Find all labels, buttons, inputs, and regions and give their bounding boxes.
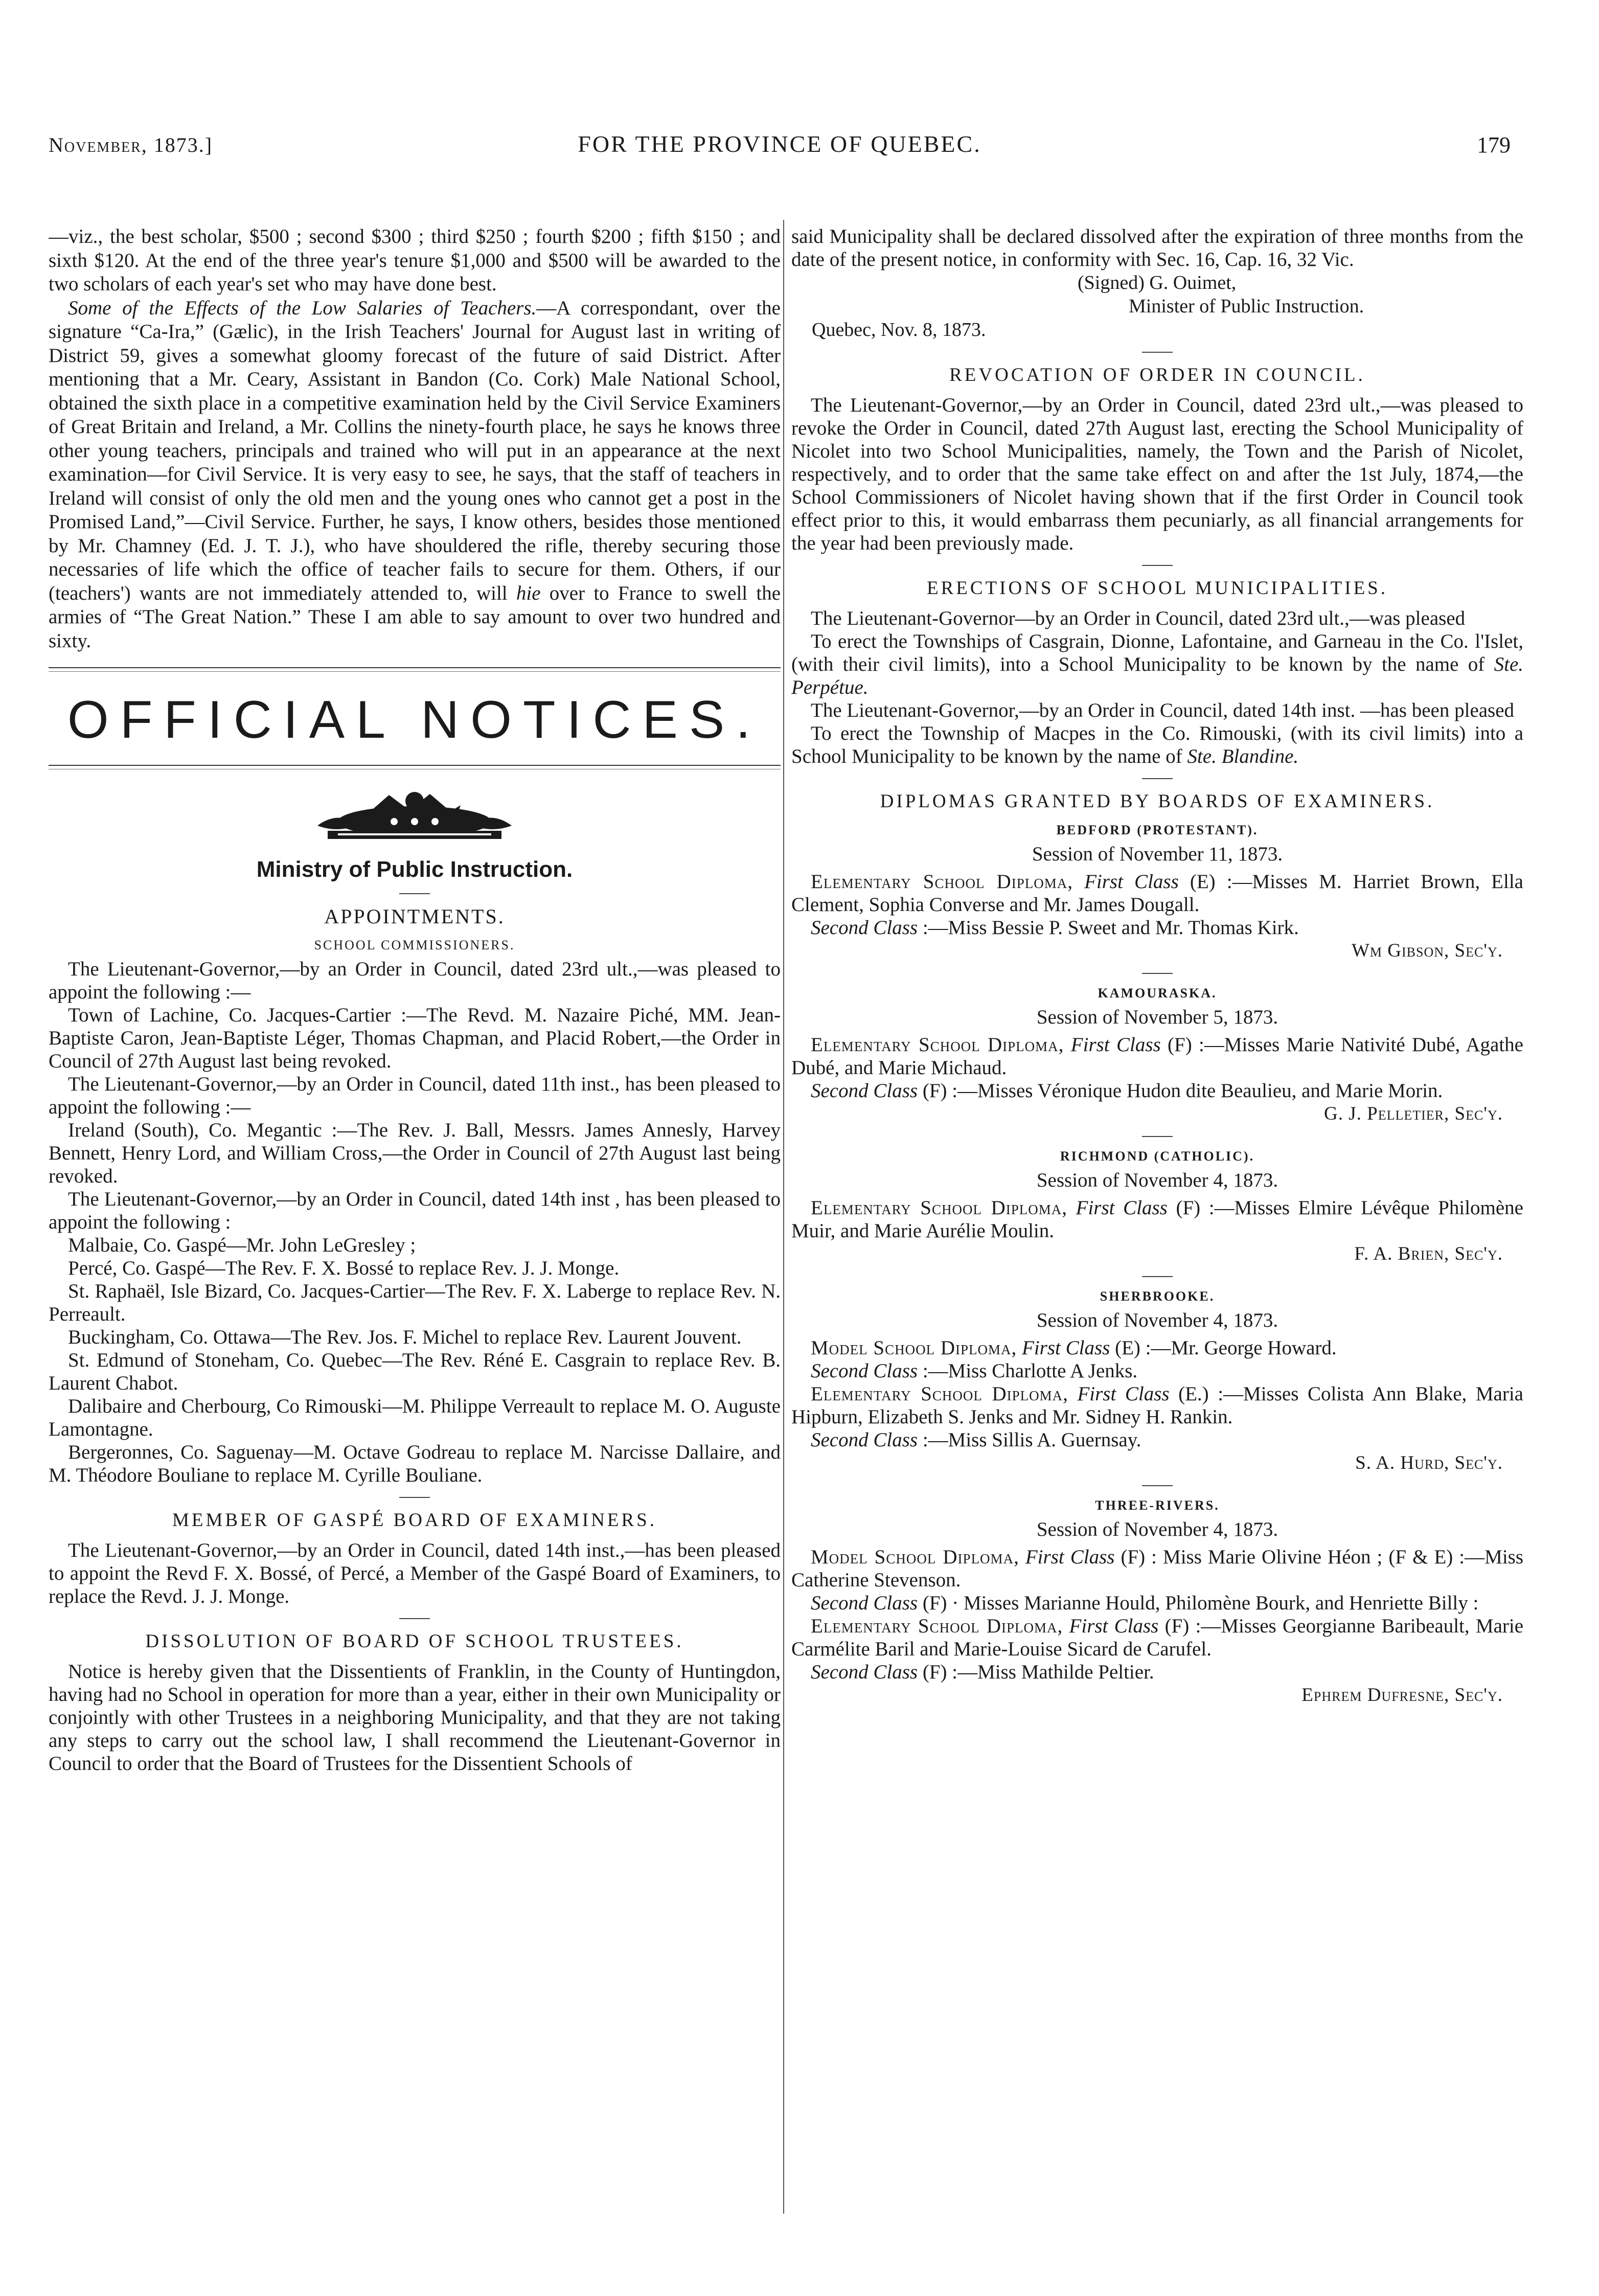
dissolution-paragraph: Notice is hereby given that the Dissentients of Franklin, in the County of Huntingdon, having had no School in operation for more than a year, either in their own Municipality or conjointly with other Trustees in a neighboring Municipality, and that they are not taking any steps to carry out the school law, I shall recommend the Lieutenant-Governor in Council to order that the Board of Trustees for the Dissentient Schools of xyxy=(49,1661,781,1775)
short-rule xyxy=(1142,565,1173,566)
dissolution-heading: DISSOLUTION OF BOARD OF SCHOOL TRUSTEES. xyxy=(145,1631,684,1652)
header-date: November, 1873.] xyxy=(49,133,213,156)
appointment-paragraph: Dalibaire and Cherbourg, Co Rimouski—M. Philippe Verreault to replace M. O. Auguste Lamontagne. xyxy=(49,1395,781,1440)
column-divider xyxy=(783,220,784,2214)
short-rule xyxy=(399,893,430,894)
session-date: Session of November 4, 1873. xyxy=(1036,1309,1278,1331)
low-salaries-title: Some of the Effects of the Low Salaries of Teachers. xyxy=(68,297,537,319)
signature-line: (Signed) G. Ouimet, xyxy=(1078,272,1237,293)
appointment-paragraph: Malbaie, Co. Gaspé—Mr. John LeGresley ; xyxy=(68,1234,416,1256)
appointment-paragraph: Buckingham, Co. Ottawa—The Rev. Jos. F. Michel to replace Rev. Laurent Jouvent. xyxy=(68,1326,742,1348)
diploma-entry: Model School Diploma, First Class (E) :—Mr. George Howard. xyxy=(811,1337,1337,1359)
short-rule xyxy=(1142,973,1173,974)
secretary-signature: Wm Gibson, Sec'y. xyxy=(1351,940,1503,961)
appointment-paragraph: The Lieutenant-Governor,—by an Order in Council, dated 23rd ult.,—was pleased to appoint the following :— xyxy=(49,958,781,1003)
school-commissioners-subheading: SCHOOL COMMISSIONERS. xyxy=(314,938,515,952)
board-name-bedford: BEDFORD (PROTESTANT). xyxy=(1056,823,1259,837)
appointment-paragraph: Bergeronnes, Co. Saguenay—M. Octave Godreau to replace M. Narcisse Dallaire, and M. Théodore Bouliane to replace M. Cyrille Bouliane. xyxy=(49,1441,781,1486)
gaspe-board-paragraph: The Lieutenant-Governor,—by an Order in Council, dated 14th inst.,—has been pleased to appoint the Revd F. X. Bossé, of Percé, a Member of the Gaspé Board of Examiners, to replace the Revd. J. J. Monge. xyxy=(49,1539,781,1607)
short-rule xyxy=(1142,352,1173,353)
erections-heading: ERECTIONS OF SCHOOL MUNICIPALITIES. xyxy=(926,578,1388,599)
low-salaries-paragraph: Some of the Effects of the Low Salaries of Teachers.—A correspondant, over the signature “Ca-Ira,” (Gælic), in the Irish Teachers' Journal for August last in writing of District 59, gives a somewhat gloomy forecast of the future of said District. After mentioning that a Mr. Ceary, Assistant in Bandon (Co. Cork) Male National School, obtained the sixth place in a competitive examination held by the Civil Service Examiners of Great Britain and Ireland, a Mr. Collins the ninety-fourth place, he says he knows three other young teachers, principals and trained who will put in an appearance at the next examination—for Civil Service. It is very easy to see, he says, that the staff of teachers in Ireland will consist of only the old men and the young ones who cannot get a post in the Promised Land,”—Civil Service. Further, he says, I know others, besides those mentioned by Mr. Chamney (Ed. J. T. J.), who have shouldered the rifle, thereby securing those necessaries of life which the office of teacher fails to secure for them. Others, if our (teachers') wants are not immediately attended to, will hie over to France to swell the armies of “The Great Nation.” These I am able to say amount to over two hundred and sixty. xyxy=(49,297,781,652)
diploma-entry: Elementary School Diploma, First Class (E.) :—Misses Colista Ann Blake, Maria Hipburn, Elizabeth S. Jenks and Mr. Sidney H. Rankin. xyxy=(791,1383,1523,1428)
board-name-sherbrooke: SHERBROOKE. xyxy=(1100,1289,1215,1304)
secretary-signature: G. J. Pelletier, Sec'y. xyxy=(1324,1103,1503,1124)
scholarship-paragraph: —viz., the best scholar, $500 ; second $300 ; third $250 ; fourth $200 ; fifth $150 ; and sixth $120. At the end of the three year's tenure $1,000 and $500 will be awarded to the two scholars of each year's set who may have done best. xyxy=(49,225,781,295)
appointment-paragraph: St. Edmund of Stoneham, Co. Quebec—The Rev. Réné E. Casgrain to replace Rev. B. Laurent Chabot. xyxy=(49,1349,781,1394)
left-column xyxy=(49,225,781,2229)
short-rule xyxy=(399,1618,430,1619)
board-name-kamouraska: KAMOURASKA. xyxy=(1098,986,1217,1001)
short-rule xyxy=(1142,778,1173,779)
appointment-paragraph: The Lieutenant-Governor,—by an Order in Council, dated 11th inst., has been pleased to appoint the following :— xyxy=(49,1073,781,1118)
short-rule xyxy=(1142,1276,1173,1277)
revocation-paragraph: The Lieutenant-Governor,—by an Order in Council, dated 23rd ult.,—was pleased to revoke the Order in Council, dated 27th August last, erecting the School Municipality of Nicolet into two School Municipalities, namely, the Town and the Parish of Nicolet, respectively, and to order that the same take effect on and after the 1st July, 1874,—the School Commissioners of Nicolet having shown that if the first Order in Council took effect prior to this, it would embarrass them pecuniarly, as all financial arrangements for the year had been previously made. xyxy=(791,394,1523,554)
diploma-entry: Second Class :—Miss Bessie P. Sweet and Mr. Thomas Kirk. xyxy=(811,917,1299,939)
diplomas-heading: DIPLOMAS GRANTED BY BOARDS OF EXAMINERS. xyxy=(880,791,1435,812)
session-date: Session of November 11, 1873. xyxy=(1032,843,1283,865)
right-column xyxy=(791,225,1523,2229)
appointment-paragraph: Ireland (South), Co. Megantic :—The Rev. J. Ball, Messrs. James Annesly, Harvey Bennett, Henry Lord, and William Cross,—the Order in Council of 27th August last being revoked. xyxy=(49,1119,781,1187)
signature-date: Quebec, Nov. 8, 1873. xyxy=(812,319,986,340)
section-rule xyxy=(49,765,781,769)
short-rule xyxy=(399,1497,430,1498)
secretary-signature: Ephrem Dufresne, Sec'y. xyxy=(1301,1685,1503,1706)
diploma-entry: Elementary School Diploma, First Class (F) :—Misses Georgianne Baribeault, Marie Carmélite Baril and Marie-Louise Sicard de Carufel. xyxy=(791,1615,1523,1660)
diploma-entry: Second Class :—Miss Sillis A. Guernsay. xyxy=(811,1429,1141,1451)
board-name-three-rivers: THREE-RIVERS. xyxy=(1095,1498,1220,1513)
signature-title: Minister of Public Instruction. xyxy=(1129,295,1364,317)
session-date: Session of November 4, 1873. xyxy=(1036,1518,1278,1540)
running-head xyxy=(49,123,1511,169)
revocation-heading: REVOCATION OF ORDER IN COUNCIL. xyxy=(949,365,1365,385)
diploma-entry: Elementary School Diploma, First Class (F) :—Misses Elmire Lévêque Philomène Muir, and Marie Aurélie Moulin. xyxy=(791,1197,1523,1242)
diploma-entry: Second Class (F) :—Miss Mathilde Peltier. xyxy=(811,1661,1154,1683)
gaspe-board-heading: MEMBER OF GASPÉ BOARD OF EXAMINERS. xyxy=(172,1510,657,1531)
diploma-entry: Second Class (F) :—Misses Véronique Hudon dite Beaulieu, and Marie Morin. xyxy=(811,1080,1443,1102)
page-number: 179 xyxy=(1477,132,1511,157)
erection-paragraph: The Lieutenant-Governor,—by an Order in Council, dated 14th inst. —has been pleased xyxy=(811,699,1515,721)
official-notices-heading: OFFICIAL NOTICES. xyxy=(67,690,762,749)
secretary-signature: S. A. Hurd, Sec'y. xyxy=(1355,1452,1503,1473)
appointments-heading: APPOINTMENTS. xyxy=(324,905,505,928)
diploma-entry: Model School Diploma, First Class (F) : Miss Marie Olivine Héon ; (F & E) :—Miss Catherine Stevenson. xyxy=(791,1546,1523,1591)
diploma-entry: Second Class :—Miss Charlotte A Jenks. xyxy=(811,1360,1138,1382)
short-rule xyxy=(1142,1136,1173,1137)
dissolution-continuation: said Municipality shall be declared dissolved after the expiration of three months from the date of the present notice, in conformity with Sec. 16, Cap. 16, 32 Vic. xyxy=(791,225,1523,270)
diploma-entry: Elementary School Diploma, First Class (F) :—Misses Marie Nativité Dubé, Agathe Dubé, and Marie Michaud. xyxy=(791,1034,1523,1079)
secretary-signature: F. A. Brien, Sec'y. xyxy=(1354,1243,1503,1264)
ministry-heading: Ministry of Public Instruction. xyxy=(256,857,573,882)
appointment-paragraph: The Lieutenant-Governor,—by an Order in Council, dated 14th inst , has been pleased to appoint the following : xyxy=(49,1188,781,1233)
coat-of-arms-emblem xyxy=(307,790,522,846)
board-name-richmond: RICHMOND (CATHOLIC). xyxy=(1060,1149,1255,1164)
diploma-entry: Second Class (F) · Misses Marianne Hould, Philomène Bourk, and Henriette Billy : xyxy=(811,1592,1479,1614)
short-rule xyxy=(1142,1485,1173,1486)
appointment-paragraph: St. Raphaël, Isle Bizard, Co. Jacques-Cartier—The Rev. F. X. Laberge to replace Rev. N. Perreault. xyxy=(49,1280,781,1325)
erection-paragraph: The Lieutenant-Governor—by an Order in Council, dated 23rd ult.,—was pleased xyxy=(811,607,1466,629)
erection-paragraph: To erect the Townships of Casgrain, Dionne, Lafontaine, and Garneau in the Co. l'Islet, (with their civil limits), into a School Municipality to be known by the name of Ste. Perpétue. xyxy=(791,630,1523,698)
session-date: Session of November 5, 1873. xyxy=(1036,1006,1278,1028)
section-rule xyxy=(49,667,781,672)
appointment-paragraph: Percé, Co. Gaspé—The Rev. F. X. Bossé to replace Rev. J. J. Monge. xyxy=(68,1257,620,1279)
erection-paragraph: To erect the Township of Macpes in the Co. Rimouski, (with its civil limits) into a School Municipality to be known by the name of Ste. Blandine. xyxy=(791,722,1523,767)
appointment-paragraph: Town of Lachine, Co. Jacques-Cartier :—The Revd. M. Nazaire Piché, MM. Jean-Baptiste Caron, Jean-Baptiste Léger, Thomas Chapman, and Placid Robert,—the Order in Council of 27th August last being revoked. xyxy=(49,1004,781,1072)
header-title: FOR THE PROVINCE OF QUEBEC. xyxy=(578,131,981,157)
session-date: Session of November 4, 1873. xyxy=(1036,1169,1278,1191)
diploma-entry: Elementary School Diploma, First Class (E) :—Misses M. Harriet Brown, Ella Clement, Sophia Converse and Mr. James Dougall. xyxy=(791,871,1523,916)
